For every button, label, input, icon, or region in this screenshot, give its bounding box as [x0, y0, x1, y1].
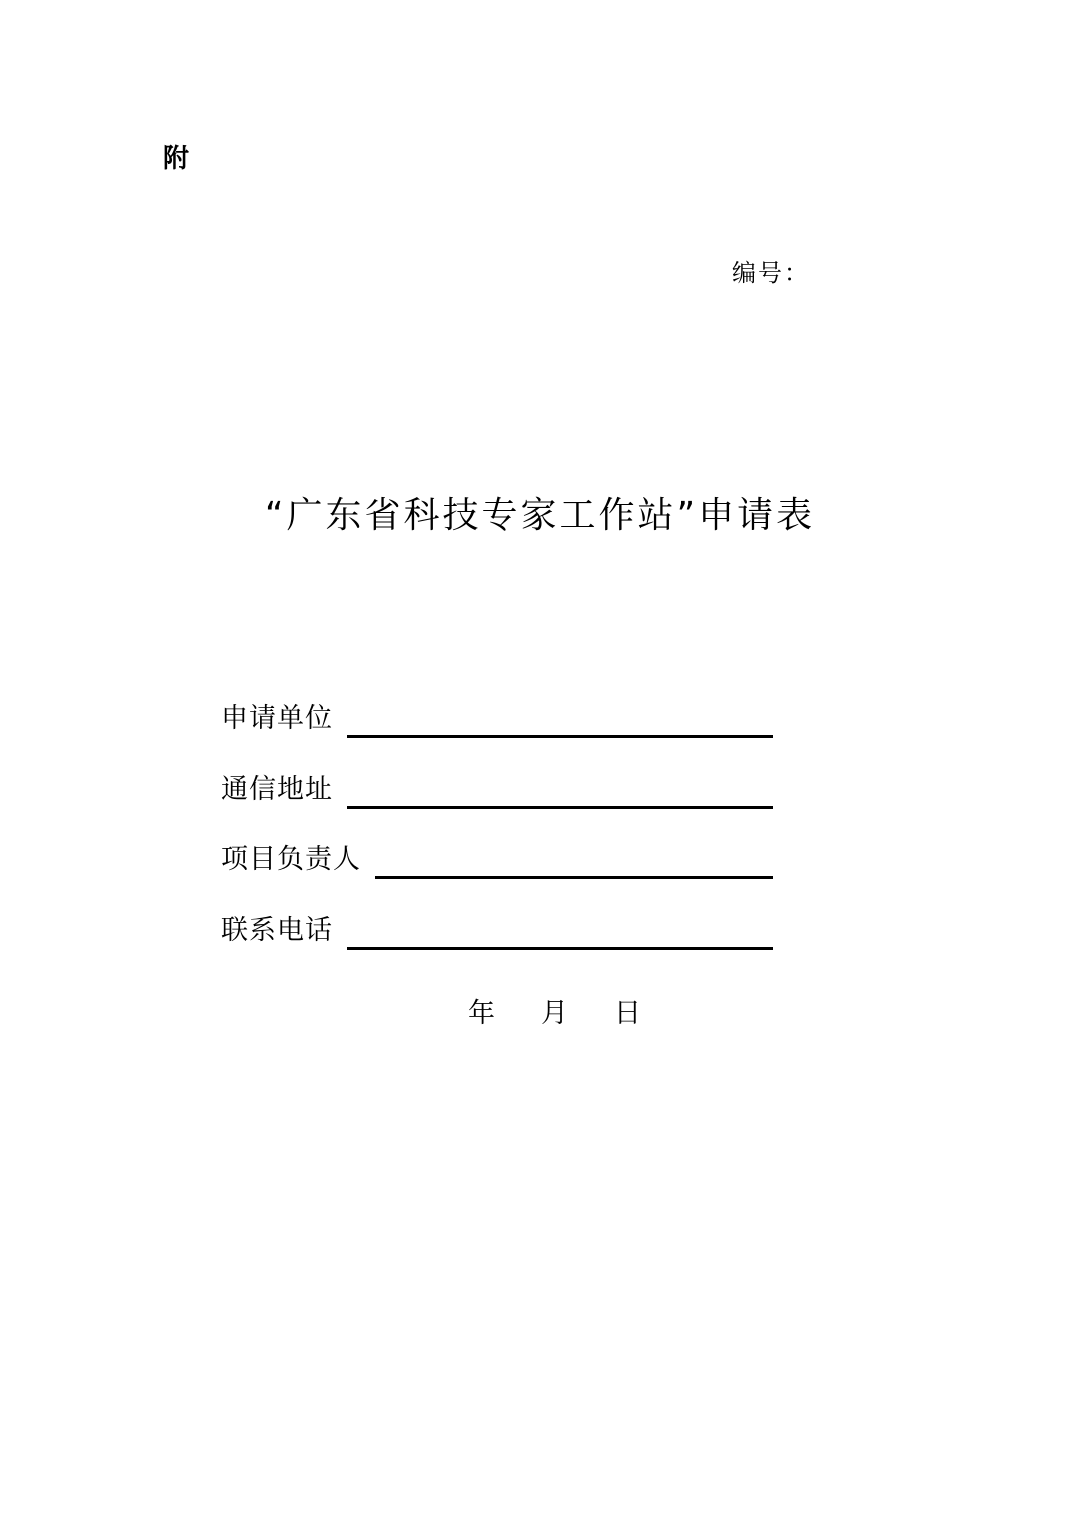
- field-label-applicant-unit: 申请单位: [221, 703, 333, 734]
- form-field-project-leader: [221, 839, 773, 879]
- serial-number-label: 编号：: [732, 259, 810, 287]
- field-blank-contact-phone[interactable]: [347, 919, 773, 950]
- date-year-label: 年: [468, 998, 495, 1029]
- field-blank-project-leader[interactable]: [375, 848, 773, 879]
- form-field-contact-phone: [221, 910, 773, 950]
- field-label-mailing-address: 通信地址: [221, 774, 333, 805]
- date-month-label: 月: [541, 998, 568, 1029]
- form-field-mailing-address: [221, 769, 773, 809]
- date-day-label: 日: [614, 998, 641, 1029]
- date-line: [468, 997, 641, 1031]
- form-field-applicant-unit: [221, 698, 773, 738]
- field-blank-mailing-address[interactable]: [347, 778, 773, 809]
- field-label-project-leader: 项目负责人: [221, 844, 361, 875]
- field-label-contact-phone: 联系电话: [221, 915, 333, 946]
- page-title: “广东省科技专家工作站”申请表: [264, 495, 816, 536]
- field-blank-applicant-unit[interactable]: [347, 707, 773, 738]
- attachment-label: 附: [163, 144, 190, 174]
